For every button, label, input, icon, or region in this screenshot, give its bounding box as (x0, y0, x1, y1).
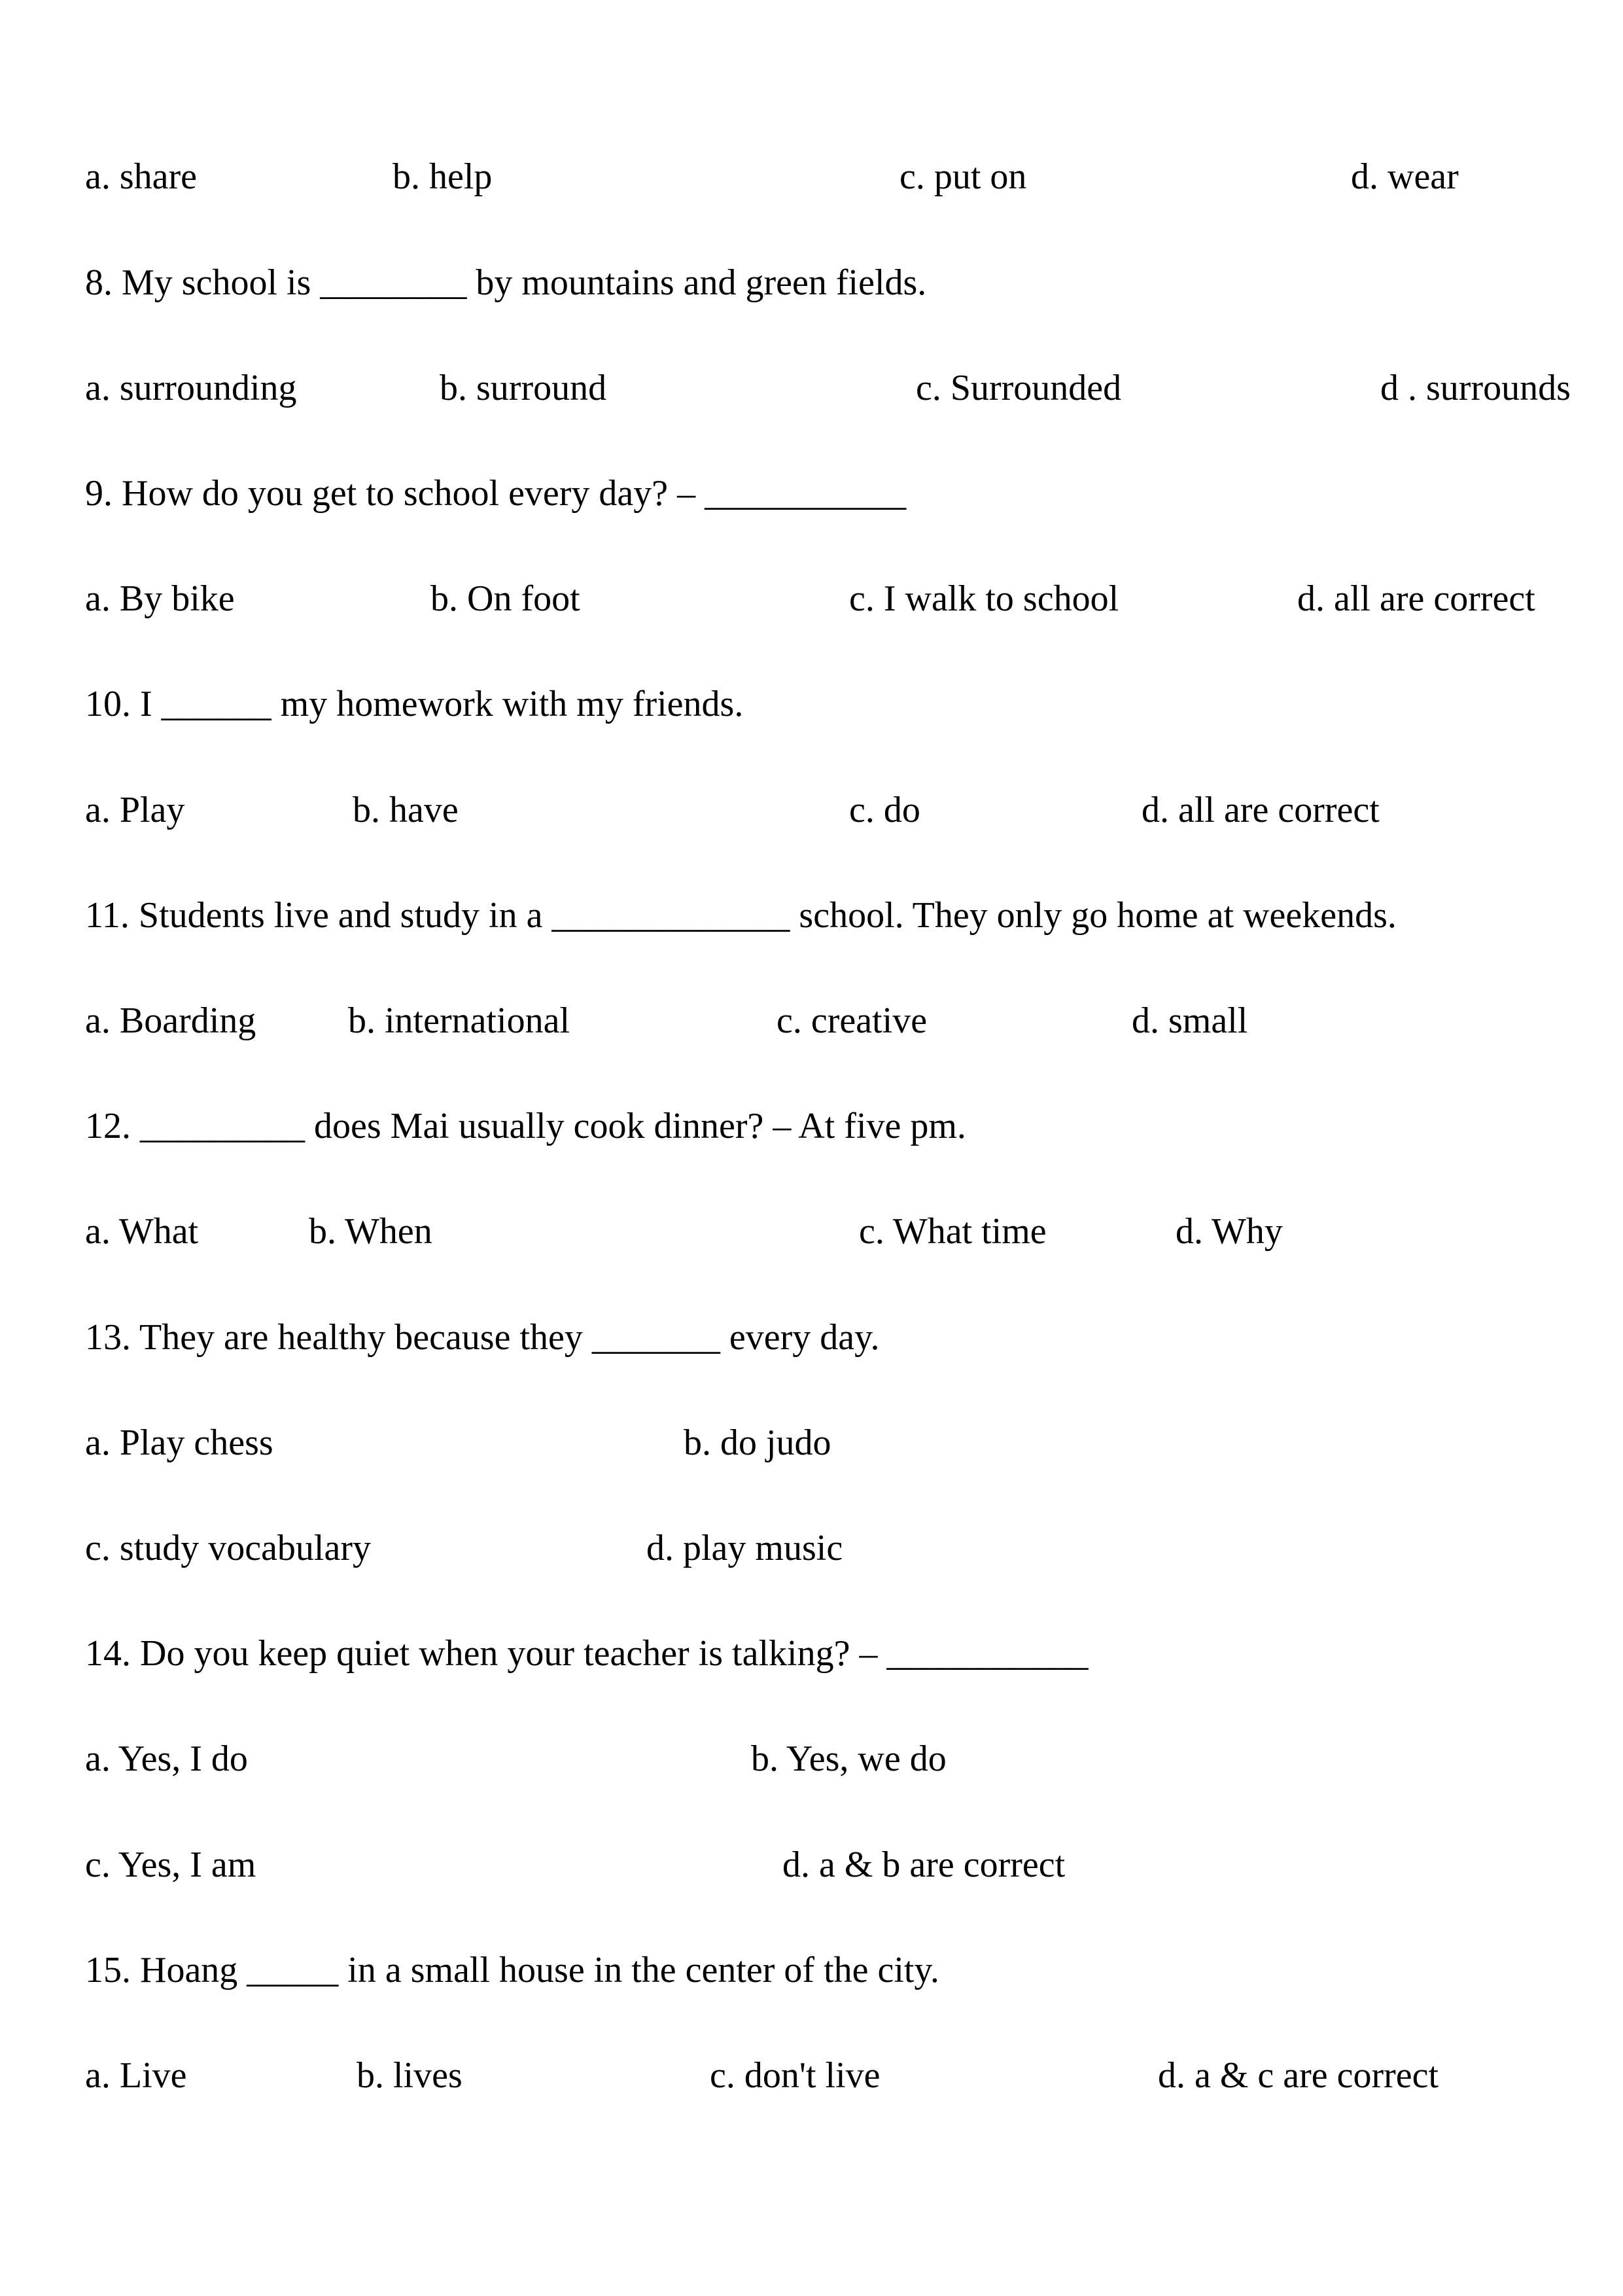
question-line (0, 889, 1623, 942)
option-text: b. surround (440, 368, 607, 408)
option-text: c. Yes, I am (85, 1845, 256, 1885)
options-line (0, 1205, 1623, 1258)
option-text: b. On foot (430, 578, 580, 619)
option-text: a. What (85, 1211, 199, 1252)
option-text: d . surrounds (1380, 368, 1571, 408)
option-text: d. a & b are correct (782, 1845, 1066, 1885)
question-text: 15. Hoang _____ in a small house in the center of the city. (85, 1950, 939, 1990)
option-text: a. Yes, I do (85, 1739, 248, 1779)
option-text: c. study vocabulary (85, 1528, 371, 1568)
options-line (0, 995, 1623, 1047)
question-text: 12. _________ does Mai usually cook dinner? – At five pm. (85, 1106, 966, 1146)
option-text: d. a & c are correct (1158, 2055, 1439, 2096)
options-line (0, 1733, 1623, 1785)
option-text: a. Boarding (85, 1000, 256, 1041)
option-text: c. I walk to school (849, 578, 1119, 619)
question-line (0, 256, 1623, 309)
option-text: d. play music (646, 1528, 843, 1568)
options-line (0, 1417, 1623, 1469)
options-line (0, 2049, 1623, 2102)
option-text: b. have (353, 790, 459, 830)
option-text: b. help (393, 156, 493, 197)
option-text: c. don't live (710, 2055, 881, 2096)
option-text: a. surrounding (85, 368, 297, 408)
option-text: a. Live (85, 2055, 187, 2096)
option-text: d. wear (1351, 156, 1459, 197)
option-text: b. do judo (684, 1422, 831, 1463)
question-text: 9. How do you get to school every day? – ___________ (85, 473, 907, 514)
option-text: b. international (348, 1000, 570, 1041)
options-line (0, 784, 1623, 836)
option-text: d. Why (1176, 1211, 1283, 1252)
question-line (0, 1311, 1623, 1364)
option-text: b. lives (357, 2055, 462, 2096)
options-line (0, 362, 1623, 414)
question-line (0, 1627, 1623, 1680)
question-line (0, 678, 1623, 730)
option-text: a. share (85, 156, 198, 197)
options-line (0, 1839, 1623, 1891)
question-line (0, 1100, 1623, 1152)
options-line (0, 150, 1623, 203)
option-text: b. Yes, we do (751, 1739, 947, 1779)
question-text: 10. I ______ my homework with my friends. (85, 684, 744, 724)
option-text: c. What time (859, 1211, 1047, 1252)
option-text: c. creative (777, 1000, 928, 1041)
option-text: c. put on (899, 156, 1027, 197)
option-text: a. Play chess (85, 1422, 273, 1463)
question-text: 14. Do you keep quiet when your teacher is talking? – ___________ (85, 1633, 1089, 1674)
option-text: d. all are correct (1297, 578, 1535, 619)
option-text: a. By bike (85, 578, 235, 619)
question-text: 11. Students live and study in a _____________ school. They only go home at weekends. (85, 895, 1397, 936)
options-line (0, 573, 1623, 625)
question-text: 8. My school is ________ by mountains and green fields. (85, 262, 927, 303)
question-text: 13. They are healthy because they _______ every day. (85, 1317, 880, 1358)
question-line (0, 467, 1623, 520)
option-text: d. all are correct (1142, 790, 1380, 830)
question-line (0, 1944, 1623, 1996)
option-text: d. small (1132, 1000, 1248, 1041)
option-text: c. do (849, 790, 920, 830)
option-text: b. When (309, 1211, 432, 1252)
options-line (0, 1522, 1623, 1574)
option-text: a. Play (85, 790, 185, 830)
option-text: c. Surrounded (916, 368, 1122, 408)
